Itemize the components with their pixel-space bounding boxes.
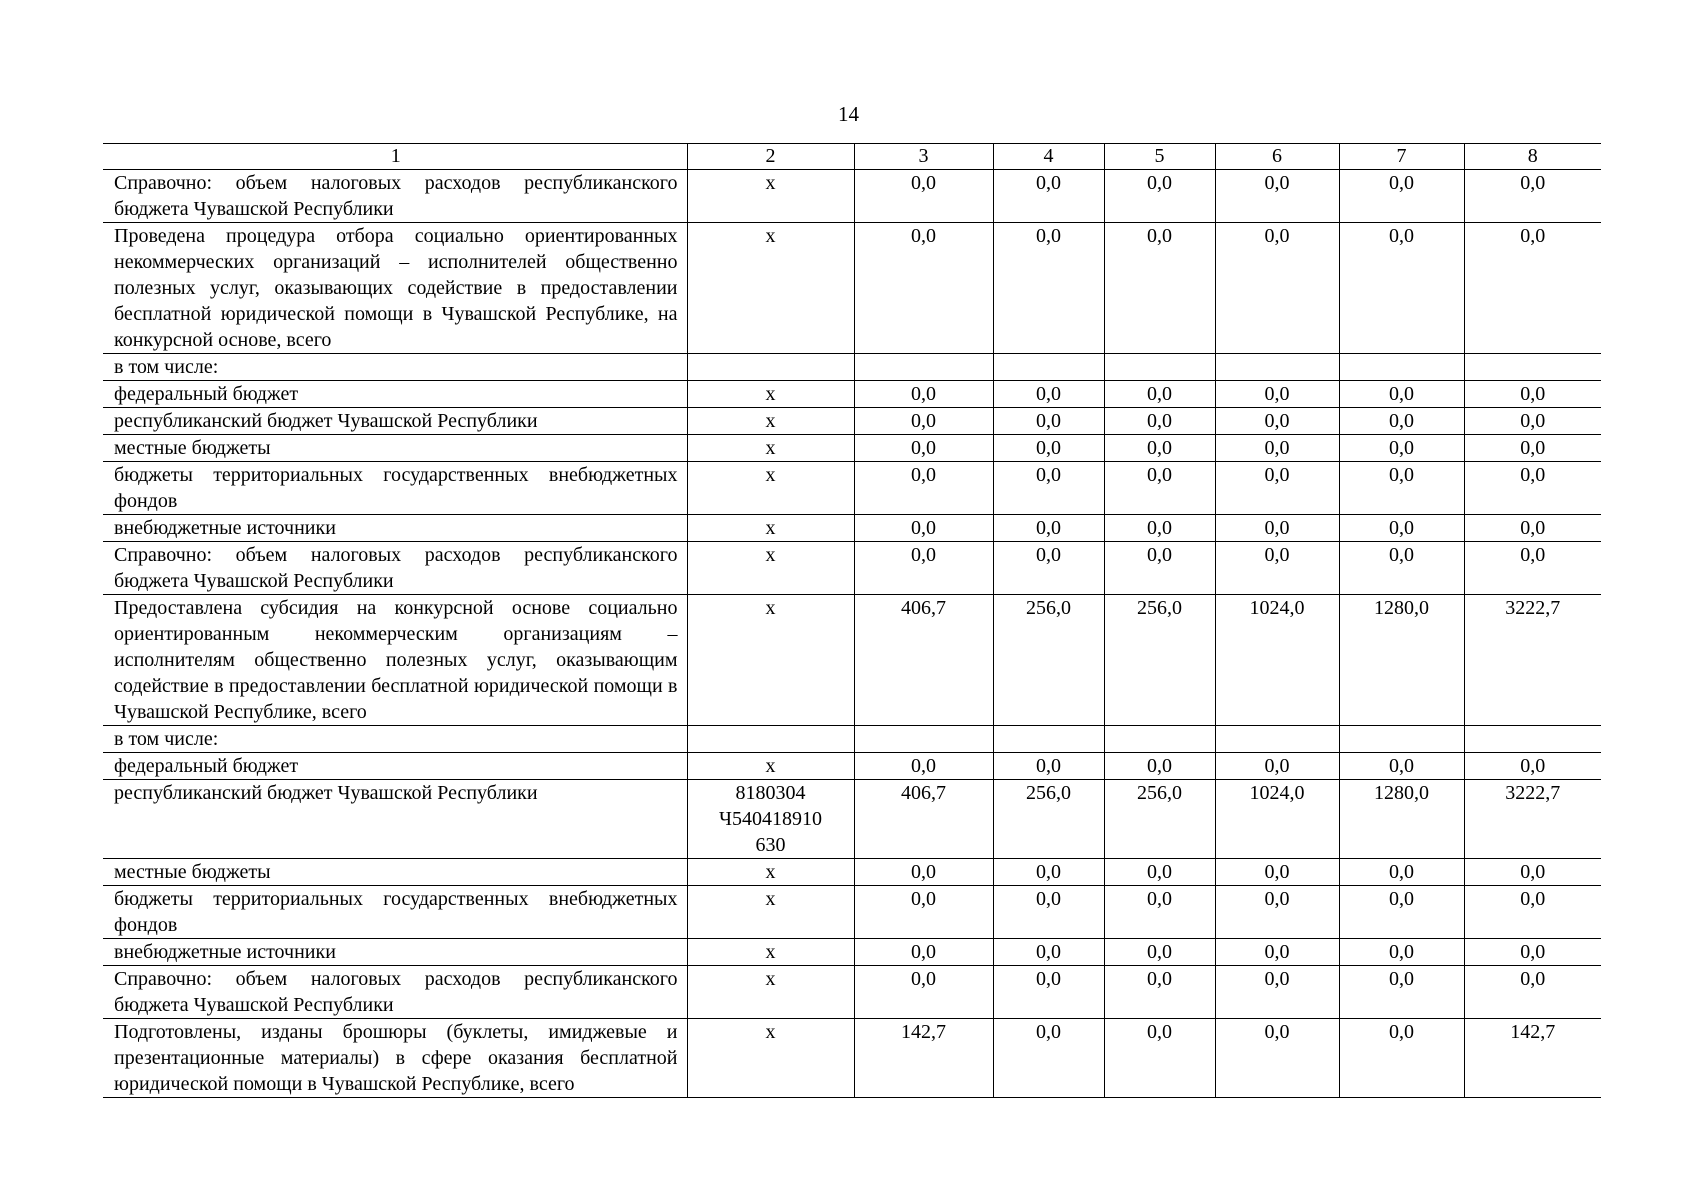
value-cell: 0,0 (1215, 515, 1339, 542)
value-cell: 0,0 (993, 1019, 1104, 1098)
row-label: Предоставлена субсидия на конкурсной основе социально ориентированным некоммерческим организациям – исполнителям общественно полезных услуг, оказывающим содействие в предоставлении бесплатной юридической помощи в Чувашской Республике, всего (103, 595, 687, 726)
value-cell: 0,0 (1104, 1019, 1215, 1098)
value-cell: 0,0 (1339, 859, 1464, 886)
value-cell: 0,0 (1464, 753, 1601, 780)
table-row (103, 462, 1601, 515)
value-cell: 406,7 (854, 595, 993, 726)
value-cell: 0,0 (1215, 1019, 1339, 1098)
budget-code-cell (687, 354, 854, 381)
budget-code-line: х (765, 517, 776, 539)
value-cell: 0,0 (993, 408, 1104, 435)
value-cell (1339, 354, 1464, 381)
budget-table (103, 143, 1601, 1098)
value-cell: 0,0 (1339, 408, 1464, 435)
value-cell: 0,0 (993, 939, 1104, 966)
row-label: местные бюджеты (103, 859, 687, 886)
value-cell (854, 726, 993, 753)
value-cell: 0,0 (1104, 542, 1215, 595)
header-cell: 6 (1215, 144, 1339, 170)
value-cell: 0,0 (993, 859, 1104, 886)
value-cell: 256,0 (1104, 780, 1215, 859)
table-row (103, 170, 1601, 223)
value-cell: 0,0 (1464, 223, 1601, 354)
value-cell: 0,0 (1339, 753, 1464, 780)
table-row (103, 886, 1601, 939)
budget-code-line: х (765, 544, 776, 566)
row-label: республиканский бюджет Чувашской Республики (103, 408, 687, 435)
table-row (103, 223, 1601, 354)
value-cell: 0,0 (854, 408, 993, 435)
budget-code-line: х (765, 1021, 776, 1043)
value-cell: 0,0 (854, 170, 993, 223)
value-cell: 0,0 (1215, 435, 1339, 462)
value-cell: 0,0 (1464, 939, 1601, 966)
value-cell: 0,0 (1104, 223, 1215, 354)
value-cell: 0,0 (1215, 966, 1339, 1019)
table-row (103, 595, 1601, 726)
header-row (103, 144, 1601, 170)
value-cell: 0,0 (1339, 939, 1464, 966)
header-cell: 8 (1464, 144, 1601, 170)
value-cell: 0,0 (1215, 223, 1339, 354)
value-cell: 0,0 (993, 886, 1104, 939)
row-label: Проведена процедура отбора социально ориентированных некоммерческих организаций – исполнителей общественно полезных услуг, оказывающих содействие в предоставлении бесплатной юридической помощи в Чувашской Республике, на конкурсной основе, всего (103, 223, 687, 354)
value-cell: 0,0 (1104, 170, 1215, 223)
budget-code-line: х (765, 861, 776, 883)
value-cell: 0,0 (1104, 435, 1215, 462)
budget-code-cell (687, 381, 854, 408)
value-cell: 0,0 (854, 381, 993, 408)
value-cell: 0,0 (993, 515, 1104, 542)
value-cell: 142,7 (1464, 1019, 1601, 1098)
row-label: внебюджетные источники (103, 939, 687, 966)
budget-code-cell (687, 462, 854, 515)
value-cell: 0,0 (1104, 408, 1215, 435)
value-cell: 0,0 (854, 753, 993, 780)
value-cell: 0,0 (1339, 1019, 1464, 1098)
header-cell: 2 (687, 144, 854, 170)
budget-code-cell (687, 780, 854, 859)
row-label: Справочно: объем налоговых расходов республиканского бюджета Чувашской Республики (103, 542, 687, 595)
value-cell (1215, 354, 1339, 381)
value-cell: 0,0 (1464, 435, 1601, 462)
value-cell: 0,0 (1464, 408, 1601, 435)
row-label: в том числе: (103, 354, 687, 381)
value-cell: 406,7 (854, 780, 993, 859)
table-row (103, 435, 1601, 462)
header-cell: 3 (854, 144, 993, 170)
value-cell: 0,0 (1339, 381, 1464, 408)
table-row (103, 515, 1601, 542)
value-cell: 0,0 (1215, 462, 1339, 515)
table-row (103, 939, 1601, 966)
budget-code-cell (687, 435, 854, 462)
value-cell: 0,0 (1104, 753, 1215, 780)
row-label: бюджеты территориальных государственных внебюджетных фондов (103, 462, 687, 515)
budget-code-cell (687, 753, 854, 780)
table-row (103, 381, 1601, 408)
value-cell: 0,0 (1104, 966, 1215, 1019)
budget-code-line: х (765, 172, 776, 194)
budget-code-cell (687, 966, 854, 1019)
value-cell: 0,0 (1215, 859, 1339, 886)
budget-code-line: х (765, 968, 776, 990)
table-row (103, 542, 1601, 595)
value-cell: 256,0 (993, 595, 1104, 726)
budget-code-line: х (765, 225, 776, 247)
value-cell: 0,0 (1215, 170, 1339, 223)
value-cell: 0,0 (1339, 462, 1464, 515)
budget-code-line: х (765, 941, 776, 963)
value-cell: 0,0 (1215, 542, 1339, 595)
page-number: 14 (838, 102, 859, 126)
row-label: в том числе: (103, 726, 687, 753)
table-row (103, 780, 1601, 859)
value-cell: 0,0 (1104, 381, 1215, 408)
value-cell (993, 354, 1104, 381)
table-row (103, 859, 1601, 886)
budget-code-line: х (765, 888, 776, 910)
value-cell: 0,0 (1215, 753, 1339, 780)
budget-code-cell (687, 726, 854, 753)
value-cell: 1280,0 (1339, 780, 1464, 859)
value-cell: 0,0 (993, 435, 1104, 462)
header-cell: 1 (103, 144, 687, 170)
budget-code-line: х (765, 464, 776, 486)
budget-code-cell (687, 515, 854, 542)
value-cell: 0,0 (1464, 515, 1601, 542)
row-label: федеральный бюджет (103, 753, 687, 780)
budget-code-cell (687, 542, 854, 595)
value-cell: 0,0 (854, 966, 993, 1019)
value-cell: 0,0 (1215, 939, 1339, 966)
budget-code-cell (687, 170, 854, 223)
budget-code-cell (687, 886, 854, 939)
row-label: республиканский бюджет Чувашской Республики (103, 780, 687, 859)
table-row (103, 1019, 1601, 1098)
header-cell: 4 (993, 144, 1104, 170)
table-row (103, 753, 1601, 780)
value-cell: 0,0 (1339, 435, 1464, 462)
budget-code-cell (687, 408, 854, 435)
value-cell (1464, 726, 1601, 753)
row-label: Подготовлены, изданы брошюры (буклеты, имиджевые и презентационные материалы) в сфере оказания бесплатной юридической помощи в Чувашской Республике, всего (103, 1019, 687, 1098)
value-cell: 1024,0 (1215, 780, 1339, 859)
value-cell: 0,0 (854, 939, 993, 966)
budget-code-line: 8180304 (735, 782, 806, 804)
row-label: местные бюджеты (103, 435, 687, 462)
budget-code-line: Ч540418910 (719, 808, 822, 830)
value-cell: 0,0 (1464, 381, 1601, 408)
value-cell: 0,0 (854, 435, 993, 462)
budget-code-cell (687, 595, 854, 726)
value-cell: 0,0 (854, 886, 993, 939)
table-row (103, 966, 1601, 1019)
row-label: Справочно: объем налоговых расходов республиканского бюджета Чувашской Республики (103, 966, 687, 1019)
value-cell: 1024,0 (1215, 595, 1339, 726)
value-cell: 0,0 (1464, 462, 1601, 515)
value-cell (993, 726, 1104, 753)
value-cell: 0,0 (1464, 170, 1601, 223)
value-cell: 256,0 (993, 780, 1104, 859)
value-cell: 3222,7 (1464, 595, 1601, 726)
value-cell (1215, 726, 1339, 753)
budget-code-cell (687, 1019, 854, 1098)
value-cell: 0,0 (1104, 886, 1215, 939)
table-row (103, 726, 1601, 753)
value-cell: 0,0 (854, 542, 993, 595)
budget-code-line: х (765, 597, 776, 619)
value-cell: 0,0 (1215, 886, 1339, 939)
value-cell: 0,0 (1104, 515, 1215, 542)
value-cell: 0,0 (1339, 223, 1464, 354)
value-cell: 0,0 (1215, 381, 1339, 408)
value-cell (1104, 726, 1215, 753)
value-cell: 1280,0 (1339, 595, 1464, 726)
budget-code-cell (687, 223, 854, 354)
value-cell: 0,0 (993, 170, 1104, 223)
value-cell: 142,7 (854, 1019, 993, 1098)
value-cell: 0,0 (854, 223, 993, 354)
value-cell (854, 354, 993, 381)
value-cell: 0,0 (1104, 462, 1215, 515)
value-cell: 3222,7 (1464, 780, 1601, 859)
budget-code-line: х (765, 437, 776, 459)
value-cell: 0,0 (1339, 966, 1464, 1019)
value-cell: 0,0 (993, 966, 1104, 1019)
value-cell: 0,0 (1104, 859, 1215, 886)
table-row (103, 408, 1601, 435)
value-cell: 0,0 (993, 462, 1104, 515)
value-cell: 0,0 (993, 542, 1104, 595)
budget-code-cell (687, 939, 854, 966)
value-cell: 0,0 (1464, 966, 1601, 1019)
row-label: внебюджетные источники (103, 515, 687, 542)
budget-code-line: х (765, 410, 776, 432)
value-cell: 0,0 (1464, 859, 1601, 886)
value-cell: 0,0 (1464, 886, 1601, 939)
value-cell: 0,0 (1464, 542, 1601, 595)
value-cell: 0,0 (854, 462, 993, 515)
budget-code-cell (687, 859, 854, 886)
value-cell (1464, 354, 1601, 381)
value-cell: 0,0 (854, 859, 993, 886)
value-cell: 0,0 (1339, 170, 1464, 223)
value-cell: 0,0 (1339, 886, 1464, 939)
row-label: федеральный бюджет (103, 381, 687, 408)
value-cell: 0,0 (1104, 939, 1215, 966)
value-cell: 256,0 (1104, 595, 1215, 726)
header-cell: 5 (1104, 144, 1215, 170)
value-cell: 0,0 (1339, 542, 1464, 595)
budget-code-line: х (765, 755, 776, 777)
value-cell (1104, 354, 1215, 381)
table-row (103, 354, 1601, 381)
row-label: Справочно: объем налоговых расходов республиканского бюджета Чувашской Республики (103, 170, 687, 223)
value-cell (1339, 726, 1464, 753)
budget-code-line: 630 (755, 834, 786, 856)
value-cell: 0,0 (1215, 408, 1339, 435)
value-cell: 0,0 (993, 753, 1104, 780)
value-cell: 0,0 (854, 515, 993, 542)
row-label: бюджеты территориальных государственных внебюджетных фондов (103, 886, 687, 939)
header-cell: 7 (1339, 144, 1464, 170)
budget-code-line: х (765, 383, 776, 405)
value-cell: 0,0 (993, 381, 1104, 408)
value-cell: 0,0 (993, 223, 1104, 354)
value-cell: 0,0 (1339, 515, 1464, 542)
